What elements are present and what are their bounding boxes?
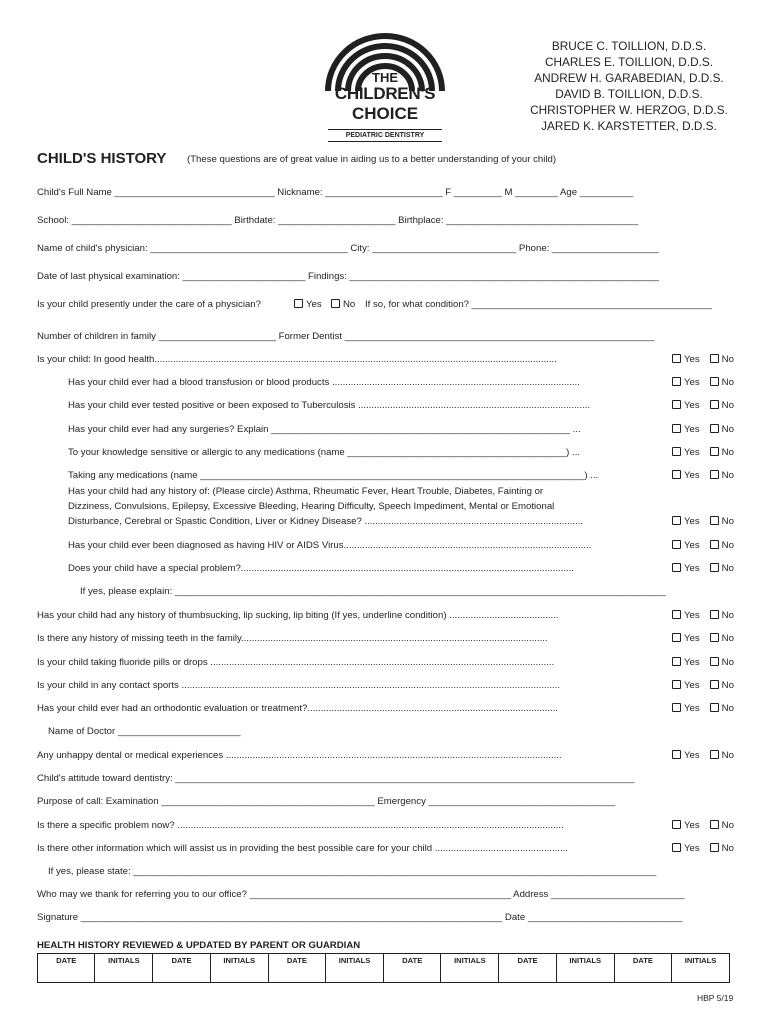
checkbox-icon[interactable] <box>710 633 719 642</box>
doctor-name: ANDREW H. GARABEDIAN, D.D.S. <box>534 71 724 85</box>
checkbox-icon[interactable] <box>672 354 681 363</box>
medications-question[interactable]: Taking any medications (name ________________________________________________________________________) ... <box>68 470 599 481</box>
doctor-name: CHARLES E. TOILLION, D.D.S. <box>544 55 714 69</box>
no-label: No <box>721 424 734 435</box>
yes-label: Yes <box>684 354 700 365</box>
no-label: No <box>721 447 734 458</box>
date-cell[interactable]: DATE <box>38 954 95 983</box>
checkbox-icon[interactable] <box>672 563 681 572</box>
checkbox-icon[interactable] <box>710 447 719 456</box>
no-label: No <box>721 610 734 621</box>
checkbox-icon[interactable] <box>710 703 719 712</box>
yes-no-group[interactable] <box>672 820 734 831</box>
history-question-line1: Has your child had any history of: (Please circle) Asthma, Rheumatic Fever, Heart Trouble, Diabetes, Fainting or <box>68 486 544 497</box>
no-label: No <box>721 470 734 481</box>
history-question-line2: Dizziness, Convulsions, Epilepsy, Excessive Bleeding, Hearing Difficulty, Speech Impediment, Mental or Emotional <box>68 501 555 512</box>
doctor-name: DAVID B. TOILLION, D.D.S. <box>555 87 703 101</box>
no-label: No <box>721 843 734 854</box>
good-health-question: Is your child: In good health....................................................................................................................................................... <box>37 354 557 365</box>
yes-label: Yes <box>684 843 700 854</box>
no-label: No <box>721 633 734 644</box>
logo-childrens: CHILDREN'S <box>334 84 436 103</box>
yes-label: Yes <box>684 657 700 668</box>
checkbox-icon[interactable] <box>710 400 719 409</box>
initials-cell[interactable]: INITIALS <box>556 954 614 983</box>
date-cell[interactable]: DATE <box>383 954 440 983</box>
hiv-question: Has your child ever been diagnosed as having HIV or AIDS Virus............................................................................................. <box>68 540 592 551</box>
checkbox-icon[interactable] <box>710 516 719 525</box>
checkbox-icon[interactable] <box>672 516 681 525</box>
checkbox-icon[interactable] <box>710 563 719 572</box>
checkbox-icon[interactable] <box>710 750 719 759</box>
specific-problem-question: Is there a specific problem now? ................................................................................................................................................. <box>37 820 564 831</box>
special-explain-field[interactable]: If yes, please explain: ____________________________________________________________________________________________ <box>80 586 666 597</box>
yes-no-group[interactable] <box>672 610 734 621</box>
yes-no-group[interactable] <box>672 540 734 551</box>
sports-question: Is your child in any contact sports .............................................................................................................................................. <box>37 680 560 691</box>
no-label: No <box>721 750 734 761</box>
checkbox-icon[interactable] <box>672 610 681 619</box>
checkbox-icon[interactable] <box>672 400 681 409</box>
logo-choice: CHOICE <box>351 104 419 123</box>
checkbox-icon[interactable] <box>710 540 719 549</box>
initials-cell[interactable]: INITIALS <box>210 954 268 983</box>
date-cell[interactable]: DATE <box>499 954 556 983</box>
yes-label: Yes <box>684 516 700 527</box>
school-field[interactable]: School: ______________________________ Birthdate: ______________________ Birthplace: ____________________________________ <box>37 215 639 226</box>
initials-cell[interactable]: INITIALS <box>672 954 730 983</box>
checkbox-icon[interactable] <box>710 657 719 666</box>
yes-no-group[interactable] <box>672 750 734 761</box>
no-label: No <box>721 563 734 574</box>
checkbox-icon[interactable] <box>672 424 681 433</box>
checkbox-icon[interactable] <box>710 424 719 433</box>
no-label: No <box>721 377 734 388</box>
yes-label: Yes <box>306 299 322 310</box>
yes-label: Yes <box>684 820 700 831</box>
yes-label: Yes <box>684 377 700 388</box>
checkbox-icon[interactable] <box>710 377 719 386</box>
yes-label: Yes <box>684 470 700 481</box>
yes-no-group[interactable] <box>672 680 734 691</box>
allergy-question[interactable]: To your knowledge sensitive or allergic to any medications (name _________________________________________) ... <box>68 447 581 458</box>
checkbox-icon[interactable] <box>672 657 681 666</box>
signature-field[interactable]: Signature _______________________________________________________________________________ Date _____________________________ <box>37 912 683 923</box>
care-no-option[interactable] <box>331 299 355 310</box>
no-label: No <box>721 680 734 691</box>
checkbox-icon[interactable] <box>710 354 719 363</box>
surgeries-question[interactable]: Has your child ever had any surgeries? Explain ________________________________________________________ ... <box>68 424 581 435</box>
doctor-name: CHRISTOPHER W. HERZOG, D.D.S. <box>530 103 728 117</box>
yes-label: Yes <box>684 633 700 644</box>
table-row <box>38 954 730 983</box>
care-condition-field[interactable]: If so, for what condition? _____________________________________________ <box>365 299 712 310</box>
checkbox-icon[interactable] <box>672 820 681 829</box>
no-label: No <box>721 400 734 411</box>
referral-field[interactable]: Who may we thank for referring you to our office? _________________________________________________ Address _________________________ <box>37 889 685 900</box>
yes-no-group[interactable] <box>672 563 734 574</box>
physician-field[interactable]: Name of child's physician: _____________________________________ City: ___________________________ Phone: ____________________ <box>37 243 659 254</box>
page-subtitle: (These questions are of great value in aiding us to a better understanding of your child) <box>187 154 557 165</box>
tb-question: Has your child ever tested positive or been exposed to Tuberculosis ....................................................................................... <box>68 400 590 411</box>
unhappy-experience-question: Any unhappy dental or medical experiences .............................................................................................................................. <box>37 750 562 761</box>
transfusion-question: Has your child ever had a blood transfusion or blood products ............................................................................................. <box>68 377 580 388</box>
yes-no-group[interactable] <box>672 400 734 411</box>
no-label: No <box>721 354 734 365</box>
checkbox-icon[interactable] <box>672 843 681 852</box>
date-cell[interactable]: DATE <box>614 954 671 983</box>
checkbox-icon[interactable] <box>672 470 681 479</box>
full-name-field[interactable]: Child's Full Name ______________________________ Nickname: ______________________ F _________ M ________ Age __________ <box>37 187 634 198</box>
logo-tagline: PEDIATRIC DENTISTRY <box>328 129 442 142</box>
no-label: No <box>721 516 734 527</box>
yes-no-group[interactable] <box>672 843 734 854</box>
yes-no-group[interactable] <box>672 703 734 714</box>
fluoride-question: Is your child taking fluoride pills or drops ................................................................................................................................. <box>37 657 555 668</box>
yes-label: Yes <box>684 424 700 435</box>
yes-label: Yes <box>684 447 700 458</box>
checkbox-icon[interactable] <box>710 680 719 689</box>
care-yes-option[interactable] <box>294 299 322 310</box>
no-label: No <box>721 820 734 831</box>
initials-cell[interactable]: INITIALS <box>441 954 499 983</box>
missing-teeth-question: Is there any history of missing teeth in the family................................................................................................................... <box>37 633 548 644</box>
health-review-heading: HEALTH HISTORY REVIEWED & UPDATED BY PARENT OR GUARDIAN <box>37 940 361 951</box>
doctor-list <box>515 38 743 134</box>
date-cell[interactable]: DATE <box>268 954 325 983</box>
exam-field[interactable]: Date of last physical examination: _______________________ Findings: __________________________________________________________ <box>37 271 660 282</box>
care-question: Is your child presently under the care of a physician? <box>37 299 261 310</box>
children-field[interactable]: Number of children in family ______________________ Former Dentist __________________________________________________________ <box>37 331 655 342</box>
checkbox-icon[interactable] <box>672 540 681 549</box>
checkbox-icon[interactable] <box>672 377 681 386</box>
checkbox-icon[interactable] <box>331 299 340 308</box>
review-table <box>37 953 730 983</box>
yes-label: Yes <box>684 680 700 691</box>
no-label: No <box>721 540 734 551</box>
checkbox-icon[interactable] <box>672 447 681 456</box>
yes-no-group[interactable] <box>672 447 734 458</box>
yes-no-group[interactable] <box>672 354 734 365</box>
yes-no-group[interactable] <box>672 657 734 668</box>
checkbox-icon[interactable] <box>710 470 719 479</box>
logo-the: THE <box>372 70 398 85</box>
checkbox-icon[interactable] <box>710 610 719 619</box>
form-number: HBP 5/19 <box>697 993 734 1003</box>
checkbox-icon[interactable] <box>672 703 681 712</box>
doctor-name: JARED K. KARSTETTER, D.D.S. <box>541 119 717 133</box>
checkbox-icon[interactable] <box>672 633 681 642</box>
no-label: No <box>343 299 356 310</box>
attitude-field[interactable]: Child's attitude toward dentistry: ______________________________________________________________________________________ <box>37 773 635 784</box>
yes-label: Yes <box>684 703 700 714</box>
practice-logo <box>320 33 450 148</box>
initials-cell[interactable]: INITIALS <box>326 954 384 983</box>
checkbox-icon[interactable] <box>710 820 719 829</box>
no-label: No <box>721 703 734 714</box>
thumbsucking-question: Has your child had any history of thumbsucking, lip sucking, lip biting (If yes, underline condition) ......................................... <box>37 610 559 621</box>
yes-label: Yes <box>684 540 700 551</box>
yes-label: Yes <box>684 563 700 574</box>
initials-cell[interactable]: INITIALS <box>95 954 153 983</box>
doctor-name: BRUCE C. TOILLION, D.D.S. <box>551 39 707 53</box>
special-problem-question: Does your child have a special problem?............................................................................................................................. <box>68 563 574 574</box>
yes-no-group[interactable] <box>672 633 734 644</box>
other-info-question: Is there other information which will assist us in providing the best possible care for your child .................................................. <box>37 843 569 854</box>
date-cell[interactable]: DATE <box>153 954 210 983</box>
yes-no-group[interactable] <box>672 424 734 435</box>
yes-no-group[interactable] <box>672 470 734 481</box>
checkbox-icon[interactable] <box>710 843 719 852</box>
history-question-line3: Disturbance, Cerebral or Spastic Condition, Liver or Kidney Disease? .................................................................................. <box>68 516 584 527</box>
yes-no-group[interactable] <box>672 377 734 388</box>
yes-label: Yes <box>684 750 700 761</box>
doctor-name-field[interactable]: Name of Doctor _______________________ <box>48 726 241 737</box>
yes-label: Yes <box>684 610 700 621</box>
purpose-field[interactable]: Purpose of call: Examination ________________________________________ Emergency ___________________________________ <box>37 796 616 807</box>
state-field[interactable]: If yes, please state: __________________________________________________________________________________________________ <box>48 866 657 877</box>
orthodontic-question: Has your child ever had an orthodontic evaluation or treatment?.............................................................................................. <box>37 703 558 714</box>
yes-label: Yes <box>684 400 700 411</box>
checkbox-icon[interactable] <box>294 299 303 308</box>
checkbox-icon[interactable] <box>672 680 681 689</box>
page-title: CHILD'S HISTORY <box>37 150 167 167</box>
no-label: No <box>721 657 734 668</box>
checkbox-icon[interactable] <box>672 750 681 759</box>
yes-no-group[interactable] <box>672 516 734 527</box>
